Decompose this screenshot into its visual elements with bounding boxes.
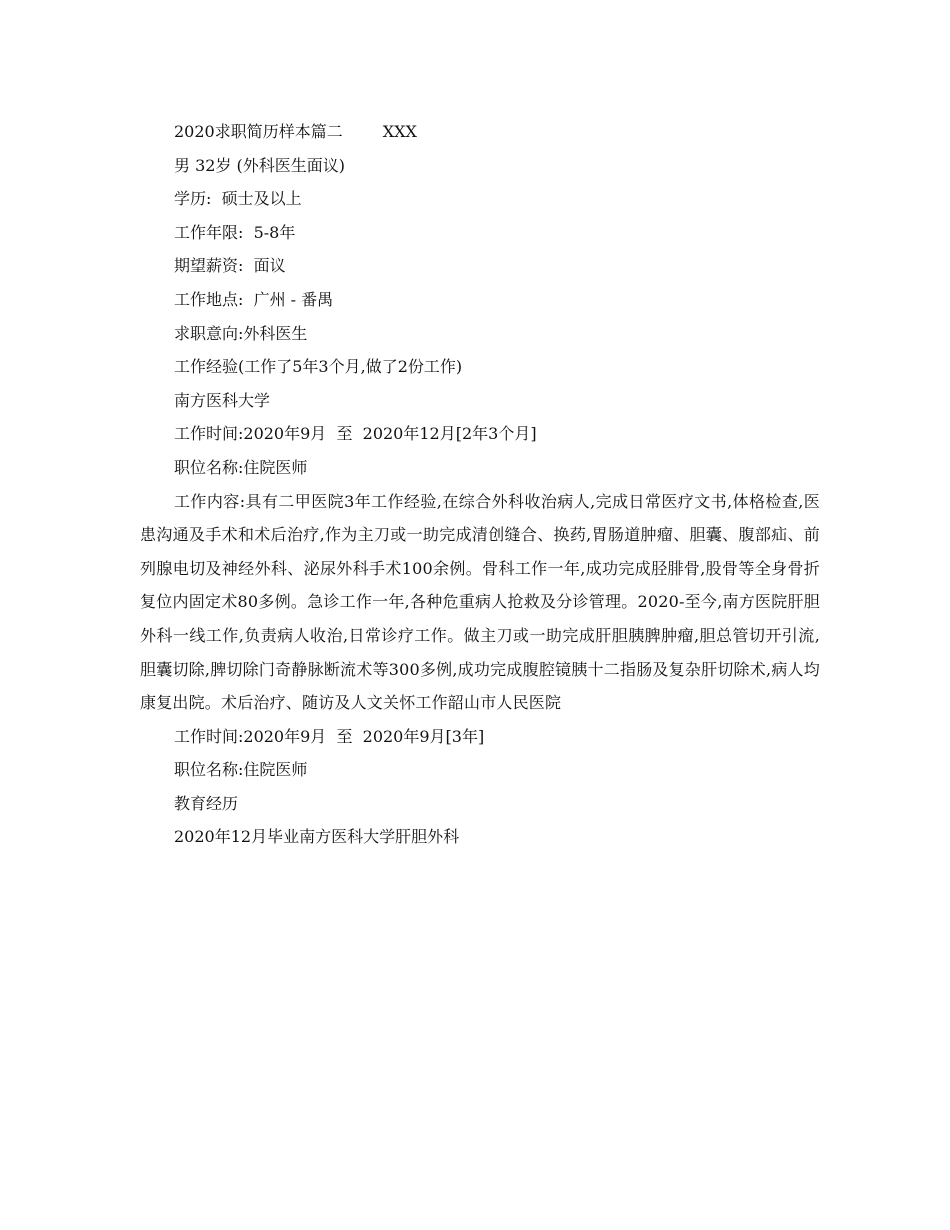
education-level: 学历: 硕士及以上 <box>174 189 302 209</box>
candidate-name: XXX <box>382 122 417 141</box>
work-location: 工作地点: 广州 - 番禺 <box>174 289 334 309</box>
job1-employer: 南方医科大学 <box>174 390 271 410</box>
job1-position: 职位名称:住院医师 <box>174 457 308 477</box>
job2-position: 职位名称:住院医师 <box>174 760 308 780</box>
resume-content <box>140 115 820 854</box>
resume-title: 2020求职简历样本篇二 <box>174 122 343 141</box>
work-years: 工作年限: 5-8年 <box>174 222 296 242</box>
education-heading: 教育经历 <box>174 793 239 813</box>
experience-heading: 工作经验(工作了5年3个月,做了2份工作) <box>174 357 463 377</box>
title-line <box>140 115 820 149</box>
expected-salary: 期望薪资: 面议 <box>174 256 286 276</box>
job1-description: 工作内容:具有二甲医院3年工作经验,在综合外科收治病人,完成日常医疗文书,体格检查,医患沟通及手术和术后治疗,作为主刀或一助完成清创缝合、换药,胃肠道肿瘤、胆囊、腹部疝、前列腺电切及神经外科、泌尿外科手术100余例。骨科工作一年,成功完成胫腓骨,股骨等全身骨折复位内固定术80多例。急诊工作一年,各种危重病人抢救及分诊管理。2020-至今,南方医院肝胆外科一线工作,负责病人收治,日常诊疗工作。做主刀或一助完成肝胆胰脾肿瘤,胆总管切开引流,胆囊切除,脾切除门奇静脉断流术等300多例,成功完成腹腔镜胰十二指肠及复杂肝切除术,病人均康复出院。术后治疗、随访及人文关怀工作韶山市人民医院 <box>140 491 820 713</box>
job-intention: 求职意向:外科医生 <box>174 323 308 343</box>
job1-period: 工作时间:2020年9月 至 2020年12月[2年3个月] <box>174 424 537 444</box>
education-entry: 2020年12月毕业南方医科大学肝胆外科 <box>174 827 460 847</box>
basic-info: 男 32岁 (外科医生面议) <box>174 155 346 175</box>
job2-period: 工作时间:2020年9月 至 2020年9月[3年] <box>174 726 485 746</box>
